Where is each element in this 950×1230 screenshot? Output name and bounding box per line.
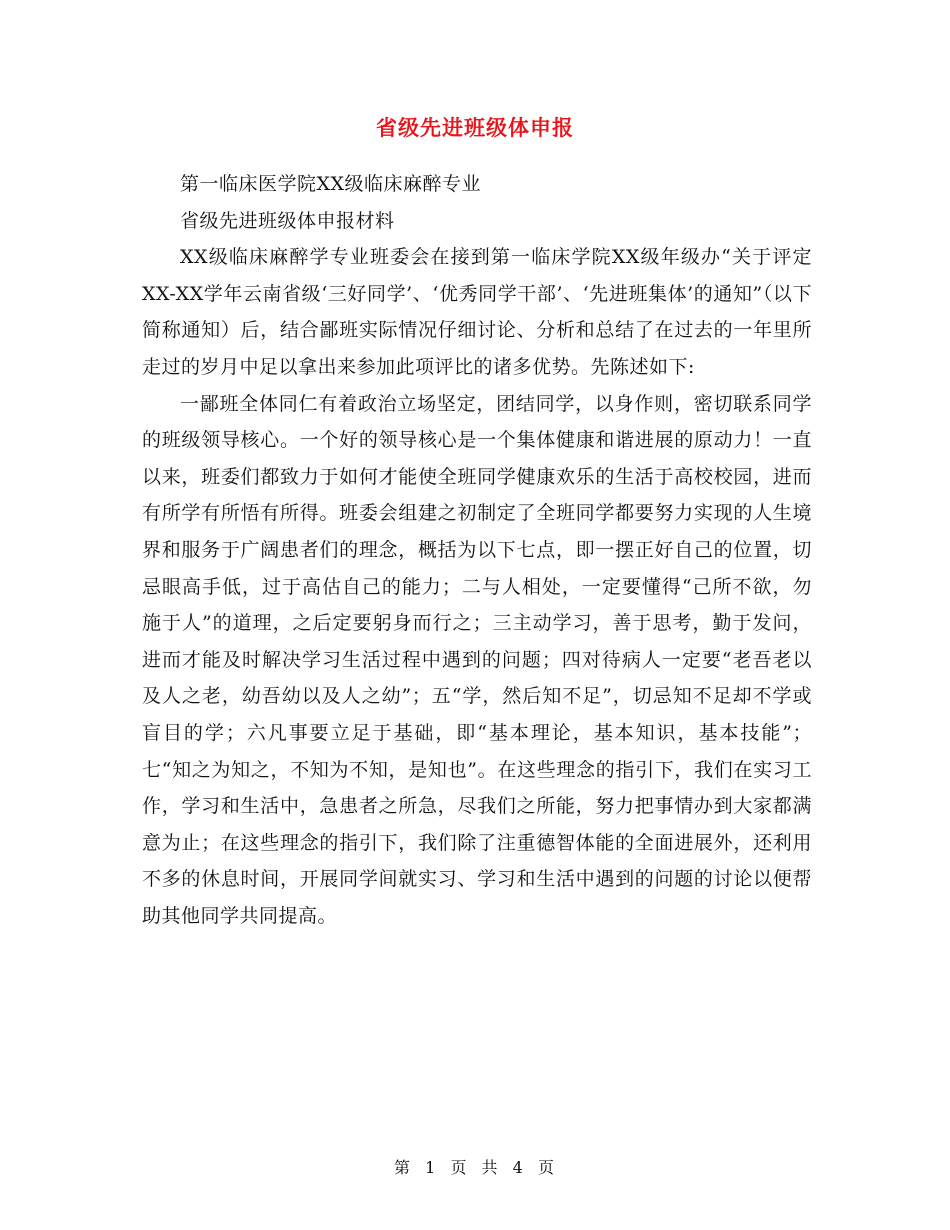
paragraph-material-line: 省级先进班级体申报材料 — [180, 209, 395, 232]
footer-page-word: 页 — [450, 1158, 469, 1177]
document-body — [142, 166, 812, 934]
footer-suffix: 页 — [537, 1158, 556, 1177]
paragraph-intro: XX级临床麻醉学专业班委会在接到第一临床学院XX级年级办“关于评定XX-XX学年云南省级‘三好同学’、‘优秀同学干部’、‘先进班集体’的通知”（以下简称通知）后，结合鄙班实际情况仔细讨论、分析和总结了在过去的一年里所走过的岁月中足以拿出来参加此项评比的诸多优势。先陈述如下: — [142, 246, 812, 378]
footer-total-word: 共 — [481, 1158, 500, 1177]
document-title: 省级先进班级体申报 — [376, 116, 574, 140]
footer-prefix: 第 — [394, 1158, 413, 1177]
paragraph-leadership: 一鄙班全体同仁有着政治立场坚定，团结同学，以身作则，密切联系同学的班级领导核心。一个好的领导核心是一个集体健康和谐进展的原动力！一直以来，班委们都致力于如何才能使全班同学健康欢乐的生活于高校校园，进而有所学有所悟有所得。班委会组建之初制定了全班同学都要努力实现的人生境界和服务于广阔患者们的理念，概括为以下七点，即一摆正好自己的位置，切忌眼高手低，过于高估自己的能力；二与人相处，一定要懂得“己所不欲，勿施于人”的道理，之后定要躬身而行之；三主动学习，善于思考，勤于发问，进而才能及时解决学习生活过程中遇到的问题；四对待病人一定要“老吾老以及人之老，幼吾幼以及人之幼”；五“学，然后知不足”，切忌知不足却不学或盲目的学；六凡事要立足于基础，即“基本理论，基本知识，基本技能”；七“知之为知之，不知为不知，是知也”。在这些理念的指引下，我们在实习工作，学习和生活中，急患者之所急，尽我们之所能，努力把事情办到大家都满意为止；在这些理念的指引下，我们除了注重德智体能的全面进展外，还利用不多的休息时间，开展同学间就实习、学习和生活中遇到的问题的讨论以便帮助其他同学共同提高。 — [142, 392, 812, 927]
page-number-footer — [0, 1155, 950, 1178]
paragraph-faculty-line: 第一临床医学院XX级临床麻醉专业 — [180, 173, 482, 195]
footer-current-page: 1 — [425, 1158, 438, 1177]
footer-total-pages: 4 — [512, 1158, 525, 1177]
